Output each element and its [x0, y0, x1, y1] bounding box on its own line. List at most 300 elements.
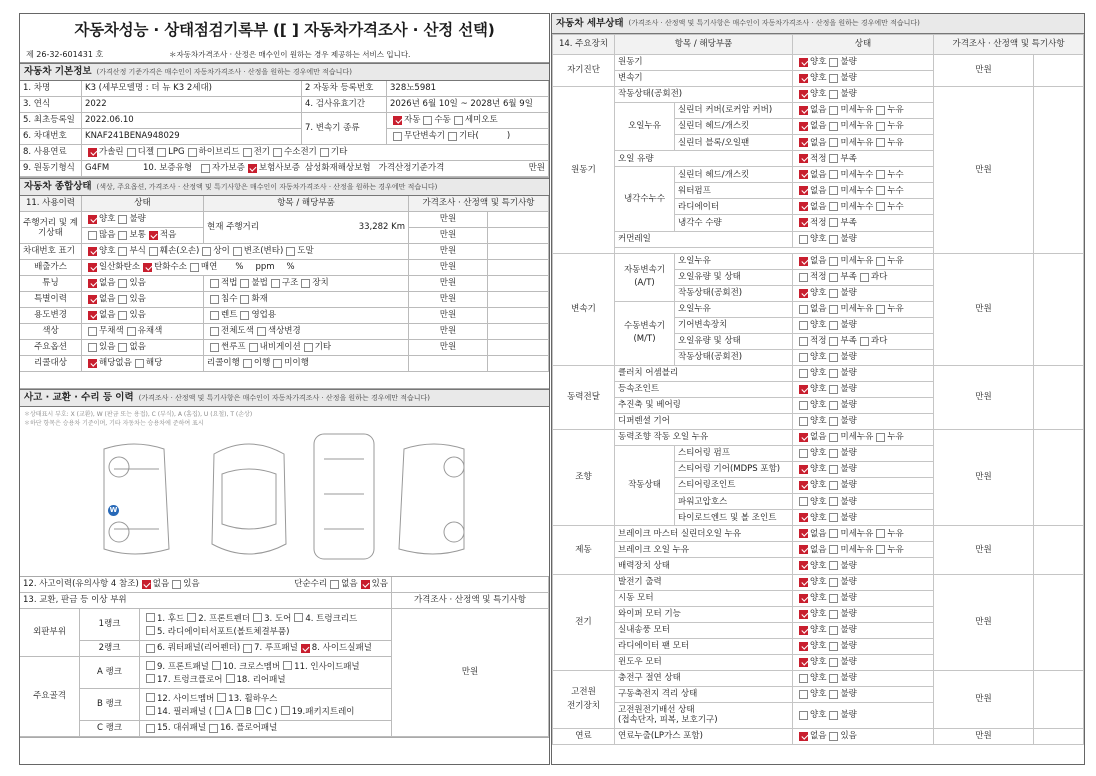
checkbox-checked[interactable] — [799, 202, 808, 211]
checkbox[interactable] — [243, 644, 252, 653]
checkbox[interactable] — [226, 674, 235, 683]
checkbox[interactable] — [118, 343, 127, 352]
left-page — [19, 13, 550, 765]
checkbox[interactable] — [860, 337, 869, 346]
summary-pct2-text: % — [286, 262, 295, 273]
detail-tA-text: 자동변속기 (A/T) — [615, 253, 675, 301]
checkbox[interactable] — [146, 693, 155, 702]
checkbox[interactable] — [454, 116, 463, 125]
checkbox[interactable] — [118, 215, 127, 224]
summary-o_yes-text: 있음 — [129, 310, 146, 321]
checkbox[interactable] — [876, 433, 885, 442]
checkbox[interactable] — [118, 279, 127, 288]
form-cell — [82, 260, 409, 276]
checkbox[interactable] — [829, 529, 838, 538]
checkbox[interactable] — [829, 186, 838, 195]
detail-d3-text: 추진축 및 베어링 — [615, 397, 793, 413]
detail-none-text: 없음 — [810, 185, 827, 196]
checkbox[interactable] — [217, 693, 226, 702]
detail-leak-text: 누유 — [887, 105, 904, 116]
accident-p1-text: 1. 후드 — [157, 613, 185, 624]
checkbox-checked[interactable] — [799, 170, 808, 179]
checkbox[interactable] — [829, 273, 838, 282]
checkbox[interactable] — [286, 247, 295, 256]
checkbox[interactable] — [240, 311, 249, 320]
checkbox[interactable] — [829, 154, 838, 163]
basic-w1-text: 자가보증 — [212, 163, 245, 174]
accident-p3-text: 3. 도어 — [264, 613, 292, 624]
detail-b3-text: 배력장치 상태 — [615, 558, 793, 574]
summary-o_mod-text: 변조(변타) — [243, 246, 284, 257]
basic-f2-text: 디젤 — [137, 147, 155, 158]
detail-good-text: 양호 — [810, 400, 827, 411]
form-cell — [140, 609, 392, 641]
detail-bad-text: 불량 — [840, 673, 857, 684]
detail-fu1-text: 연료누출(LP가스 포함) — [615, 728, 793, 744]
checkbox[interactable] — [448, 132, 457, 141]
checkbox[interactable] — [829, 202, 838, 211]
checkbox[interactable] — [799, 690, 808, 699]
checkbox-checked[interactable] — [248, 164, 257, 173]
detail-good-text: 양호 — [810, 57, 827, 68]
summary-won-text: 만원 — [409, 292, 488, 308]
checkbox[interactable] — [829, 401, 838, 410]
detail-good-text: 양호 — [810, 384, 827, 395]
checkbox[interactable] — [829, 610, 838, 619]
checkbox-checked[interactable] — [799, 433, 808, 442]
checkbox[interactable] — [212, 661, 221, 670]
detail-hv1-text: 충전구 절연 상태 — [615, 670, 793, 686]
detail-e3-text: 오일 유량 — [615, 151, 793, 167]
checkbox-checked[interactable] — [88, 279, 97, 288]
checkbox[interactable] — [829, 138, 838, 147]
accident-p10-text: 10. 크로스멤버 — [222, 661, 281, 672]
checkbox[interactable] — [799, 711, 808, 720]
checkbox[interactable] — [118, 295, 127, 304]
detail-micro-text: 미세누유 — [840, 544, 874, 555]
basic-l4-text: 4. 검사유효기간 — [302, 97, 387, 113]
form-cell — [793, 446, 934, 462]
checkbox-checked[interactable] — [142, 580, 151, 589]
checkbox-checked[interactable] — [799, 289, 808, 298]
checkbox[interactable] — [257, 327, 266, 336]
car-diagram — [20, 407, 549, 577]
checkbox[interactable] — [829, 433, 838, 442]
checkbox-checked[interactable] — [799, 74, 808, 83]
summary-r9-text: 리콜대상 — [20, 356, 82, 372]
form-cell — [796, 642, 930, 651]
detail-good-text: 양호 — [810, 416, 827, 427]
summary-r6-text: 용도변경 — [20, 308, 82, 324]
checkbox-checked[interactable] — [88, 311, 97, 320]
detail-st4-text: 스티어링조인트 — [675, 478, 793, 494]
detail-tM3-text: 오일유량 및 상태 — [675, 333, 793, 349]
checkbox-checked[interactable] — [799, 642, 808, 651]
checkbox-checked[interactable] — [799, 732, 808, 741]
checkbox[interactable] — [799, 449, 808, 458]
checkbox[interactable] — [829, 257, 838, 266]
checkbox[interactable] — [829, 561, 838, 570]
checkbox-checked[interactable] — [799, 186, 808, 195]
detail-none-text: 없음 — [810, 731, 827, 742]
checkbox[interactable] — [240, 279, 249, 288]
form-cell — [204, 308, 409, 324]
checkbox[interactable] — [210, 311, 219, 320]
detail-none-text: 없음 — [810, 255, 827, 266]
checkbox-checked[interactable] — [799, 561, 808, 570]
checkbox[interactable] — [799, 353, 808, 362]
form-cell — [793, 526, 934, 542]
form-cell — [793, 397, 934, 413]
form-cell — [793, 670, 934, 686]
checkbox[interactable] — [799, 497, 808, 506]
basic-v3-text: 2022 — [82, 97, 302, 113]
checkbox-checked[interactable] — [88, 295, 97, 304]
checkbox[interactable] — [146, 661, 155, 670]
detail-st1-text: 동력조향 작동 오일 누유 — [615, 430, 793, 446]
checkbox-checked[interactable] — [301, 644, 310, 653]
basic-t1-text: 자동 — [404, 115, 421, 126]
checkbox[interactable] — [127, 148, 136, 157]
form-cell — [488, 228, 549, 244]
checkbox[interactable] — [829, 218, 838, 227]
checkbox[interactable] — [829, 90, 838, 99]
checkbox[interactable] — [253, 613, 262, 622]
checkbox[interactable] — [423, 116, 432, 125]
checkbox[interactable] — [393, 132, 402, 141]
checkbox[interactable] — [210, 295, 219, 304]
checkbox[interactable] — [829, 417, 838, 426]
checkbox-checked[interactable] — [88, 148, 97, 157]
checkbox[interactable] — [149, 247, 158, 256]
checkbox[interactable] — [829, 106, 838, 115]
detail-g_elec-text: 전기 — [553, 574, 615, 670]
checkbox-checked[interactable] — [799, 578, 808, 587]
checkbox[interactable] — [799, 321, 808, 330]
summary-o_none-text: 없음 — [129, 342, 146, 353]
checkbox-checked[interactable] — [799, 594, 808, 603]
checkbox[interactable] — [876, 529, 885, 538]
checkbox[interactable] — [829, 594, 838, 603]
checkbox[interactable] — [146, 626, 155, 635]
checkbox[interactable] — [829, 481, 838, 490]
checkbox[interactable] — [876, 186, 885, 195]
basic-l7-text: 7. 변속기 종류 — [302, 113, 387, 145]
checkbox[interactable] — [188, 148, 197, 157]
checkbox[interactable] — [146, 674, 155, 683]
accident-p7-text: 7. 루프패널 — [254, 643, 298, 654]
checkbox[interactable] — [799, 401, 808, 410]
form-cell — [1034, 430, 1084, 526]
checkbox[interactable] — [201, 164, 210, 173]
checkbox[interactable] — [876, 106, 885, 115]
checkbox[interactable] — [829, 711, 838, 720]
detail-ok-text: 적정 — [810, 153, 827, 164]
accident-p6-text: 6. 쿼터패널(리어펜더) — [157, 643, 241, 654]
checkbox[interactable] — [135, 359, 144, 368]
checkbox[interactable] — [829, 513, 838, 522]
checkbox[interactable] — [118, 247, 127, 256]
detail-won-text: 만원 — [934, 574, 1034, 670]
summary-header — [20, 178, 549, 196]
checkbox-checked[interactable] — [143, 263, 152, 272]
summary-o_app-text: 해당 — [145, 358, 163, 369]
checkbox[interactable] — [799, 273, 808, 282]
form-cell — [796, 353, 930, 362]
detail-e4b-text: 워터펌프 — [675, 183, 793, 199]
checkbox[interactable] — [829, 732, 838, 741]
checkbox-checked[interactable] — [88, 247, 97, 256]
checkbox[interactable] — [118, 311, 127, 320]
checkbox[interactable] — [273, 359, 282, 368]
table-row — [553, 670, 1084, 686]
checkbox-checked[interactable] — [799, 465, 808, 474]
checkbox[interactable] — [304, 343, 313, 352]
detail-bad-text: 불량 — [840, 464, 857, 475]
checkbox-checked[interactable] — [799, 106, 808, 115]
checkbox[interactable] — [829, 369, 838, 378]
summary-pct-text: % — [235, 262, 244, 273]
form-cell — [796, 513, 930, 522]
checkbox[interactable] — [210, 343, 219, 352]
detail-good-text: 양호 — [810, 576, 827, 587]
checkbox[interactable] — [243, 359, 252, 368]
accident-l12-text: 12. 사고이력(유의사항 4 참조) — [23, 579, 139, 590]
basic-title-text: 자동차 기본정보 — [24, 66, 92, 78]
checkbox-checked[interactable] — [799, 658, 808, 667]
checkbox[interactable] — [829, 690, 838, 699]
checkbox-checked[interactable] — [799, 626, 808, 635]
accident-p17-text: 17. 트렁크플로어 — [157, 675, 223, 685]
form-cell — [488, 324, 549, 340]
checkbox[interactable] — [829, 289, 838, 298]
form-cell — [796, 690, 930, 699]
detail-el1-text: 발전기 출력 — [615, 574, 793, 590]
checkbox[interactable] — [190, 263, 199, 272]
checkbox-checked[interactable] — [88, 359, 97, 368]
checkbox-checked[interactable] — [799, 385, 808, 394]
checkbox[interactable] — [876, 257, 885, 266]
checkbox[interactable] — [799, 337, 808, 346]
checkbox-checked[interactable] — [799, 90, 808, 99]
checkbox-checked[interactable] — [88, 263, 97, 272]
form-cell — [793, 87, 934, 103]
detail-el6-text: 윈도우 모터 — [615, 654, 793, 670]
checkbox[interactable] — [146, 613, 155, 622]
detail-micro2-text: 미세누수 — [840, 185, 874, 196]
checkbox-checked[interactable] — [799, 218, 808, 227]
checkbox-checked[interactable] — [799, 610, 808, 619]
accident-p5-text: 5. 라디에이터서포트(볼트체결부품) — [157, 627, 290, 637]
form-cell — [793, 301, 934, 317]
checkbox[interactable] — [146, 644, 155, 653]
detail-micro2-text: 미세누수 — [840, 201, 874, 212]
accident-p13-text: 13. 휠하우스 — [228, 693, 278, 704]
checkbox[interactable] — [88, 343, 97, 352]
checkbox[interactable] — [320, 148, 329, 157]
checkbox[interactable] — [127, 327, 136, 336]
checkbox[interactable] — [799, 305, 808, 314]
checkbox[interactable] — [829, 170, 838, 179]
checkbox[interactable] — [876, 138, 885, 147]
checkbox-checked[interactable] — [799, 529, 808, 538]
table-row — [553, 430, 1084, 446]
detail-leak2-text: 누수 — [887, 185, 904, 196]
form-cell — [204, 356, 409, 372]
checkbox[interactable] — [876, 305, 885, 314]
detail-good-text: 양호 — [810, 560, 827, 571]
checkbox[interactable] — [876, 122, 885, 131]
checkbox-checked[interactable] — [393, 116, 402, 125]
basic-v2-text: 328노5981 — [387, 81, 549, 97]
checkbox-checked[interactable] — [799, 545, 808, 554]
summary-o_yes-text: 있음 — [129, 294, 146, 305]
detail-bad-text: 불량 — [840, 512, 857, 523]
form-cell — [140, 721, 392, 737]
checkbox[interactable] — [829, 642, 838, 651]
checkbox[interactable] — [118, 231, 127, 240]
checkbox[interactable] — [88, 327, 97, 336]
checkbox-checked[interactable] — [799, 513, 808, 522]
checkbox[interactable] — [294, 613, 303, 622]
checkbox[interactable] — [829, 674, 838, 683]
checkbox[interactable] — [829, 465, 838, 474]
checkbox[interactable] — [255, 706, 264, 715]
checkbox[interactable] — [273, 148, 282, 157]
summary-r4-text: 튜닝 — [20, 276, 82, 292]
checkbox[interactable] — [876, 170, 885, 179]
checkbox[interactable] — [829, 74, 838, 83]
detail-micro-text: 미세누유 — [840, 432, 874, 443]
checkbox[interactable] — [146, 724, 155, 733]
basic-l8-text: 8. 사용연료 — [20, 145, 82, 161]
checkbox[interactable] — [249, 343, 258, 352]
checkbox[interactable] — [88, 231, 97, 240]
checkbox[interactable] — [202, 247, 211, 256]
checkbox-checked[interactable] — [149, 231, 158, 240]
checkbox[interactable] — [799, 674, 808, 683]
checkbox[interactable] — [829, 545, 838, 554]
detail-e4c-text: 라디에이터 — [675, 199, 793, 215]
summary-won-text: 만원 — [409, 308, 488, 324]
checkbox[interactable] — [860, 273, 869, 282]
checkbox[interactable] — [209, 724, 218, 733]
detail-tM4-text: 작동상태(공회전) — [675, 349, 793, 365]
detail-d4-text: 디퍼렌셜 기어 — [615, 414, 793, 430]
accident-title-text: 사고 · 교환 · 수리 등 이력 — [24, 392, 134, 404]
checkbox[interactable] — [233, 247, 242, 256]
checkbox[interactable] — [876, 545, 885, 554]
detail-tM2-text: 기어변속장치 — [675, 317, 793, 333]
detail-bad-text: 불량 — [840, 624, 857, 635]
basic-l10-text: 10. 보증유형 — [143, 163, 193, 174]
form-cell — [82, 212, 204, 228]
checkbox[interactable] — [283, 661, 292, 670]
checkbox[interactable] — [172, 580, 181, 589]
basic-l9-text: 9. 원동기형식 — [20, 161, 82, 177]
summary-o_illegal-text: 불법 — [251, 278, 268, 289]
checkbox[interactable] — [829, 353, 838, 362]
summary-o_legal-text: 적법 — [221, 278, 238, 289]
checkbox[interactable] — [235, 706, 244, 715]
checkbox[interactable] — [829, 626, 838, 635]
form-cell — [82, 161, 549, 177]
checkbox[interactable] — [330, 580, 339, 589]
summary-r1-text: 주행거리 및 계기상태 — [20, 212, 82, 244]
checkbox[interactable] — [876, 202, 885, 211]
accident-grid — [20, 577, 549, 738]
detail-h4-text: 가격조사 · 산정액 및 특기사항 — [934, 35, 1084, 55]
basic-v4-text: 2026년 6월 10일 ~ 2028년 6월 9일 — [387, 97, 549, 113]
checkbox[interactable] — [829, 122, 838, 131]
form-cell — [796, 626, 930, 635]
summary-o_done-text: 이행 — [253, 358, 271, 369]
detail-none-text: 없음 — [810, 169, 827, 180]
form-cell — [796, 106, 930, 115]
checkbox[interactable] — [829, 385, 838, 394]
checkbox[interactable] — [187, 613, 196, 622]
form-cell — [488, 356, 549, 372]
checkbox[interactable] — [301, 279, 310, 288]
checkbox[interactable] — [240, 295, 249, 304]
checkbox[interactable] — [281, 706, 290, 715]
checkbox[interactable] — [799, 235, 808, 244]
checkbox[interactable] — [210, 279, 219, 288]
detail-st3-text: 스티어링 기어(MDPS 포함) — [675, 462, 793, 478]
checkbox[interactable] — [799, 369, 808, 378]
checkbox[interactable] — [829, 305, 838, 314]
checkbox-checked[interactable] — [799, 481, 808, 490]
accident-note-text: (가격조사 · 산정액 및 특기사항은 매수인이 자동차가격조사 · 산정을 원하는 경우에만 적습니다) — [138, 393, 430, 402]
car-outline-icon — [24, 429, 544, 569]
checkbox[interactable] — [157, 148, 166, 157]
detail-won-text: 만원 — [934, 526, 1034, 574]
checkbox[interactable] — [829, 449, 838, 458]
checkbox[interactable] — [210, 327, 219, 336]
checkbox-checked[interactable] — [88, 215, 97, 224]
detail-short-text: 부족 — [840, 271, 857, 282]
checkbox[interactable] — [829, 658, 838, 667]
checkbox-checked[interactable] — [799, 154, 808, 163]
basic-t2-text: 수동 — [434, 115, 451, 126]
detail-el2-text: 시동 모터 — [615, 590, 793, 606]
checkbox[interactable] — [799, 417, 808, 426]
checkbox[interactable] — [215, 706, 224, 715]
checkbox-checked[interactable] — [799, 58, 808, 67]
checkbox-checked[interactable] — [799, 138, 808, 147]
checkbox[interactable] — [243, 148, 252, 157]
checkbox[interactable] — [829, 337, 838, 346]
checkbox[interactable] — [829, 578, 838, 587]
basic-note-text: (가격산정 기준가격은 매수인이 자동차가격조사 · 산정을 원하는 경우에만 적습니다) — [96, 67, 352, 76]
accident-p19-text: 19.패키지트레이 — [291, 707, 355, 717]
detail-won-text: 만원 — [934, 728, 1034, 744]
checkbox[interactable] — [829, 321, 838, 330]
checkbox[interactable] — [829, 58, 838, 67]
checkbox-checked[interactable] — [799, 122, 808, 131]
checkbox-checked[interactable] — [361, 580, 370, 589]
summary-r3-text: 배출가스 — [20, 260, 82, 276]
checkbox[interactable] — [829, 497, 838, 506]
checkbox-checked[interactable] — [799, 257, 808, 266]
checkbox[interactable] — [271, 279, 280, 288]
form-cell — [793, 590, 934, 606]
detail-ok-text: 적정 — [810, 336, 827, 347]
detail-e2b-text: 실린더 헤드/개스킷 — [675, 119, 793, 135]
checkbox[interactable] — [146, 706, 155, 715]
detail-good-text: 양호 — [810, 689, 827, 700]
checkbox[interactable] — [829, 235, 838, 244]
